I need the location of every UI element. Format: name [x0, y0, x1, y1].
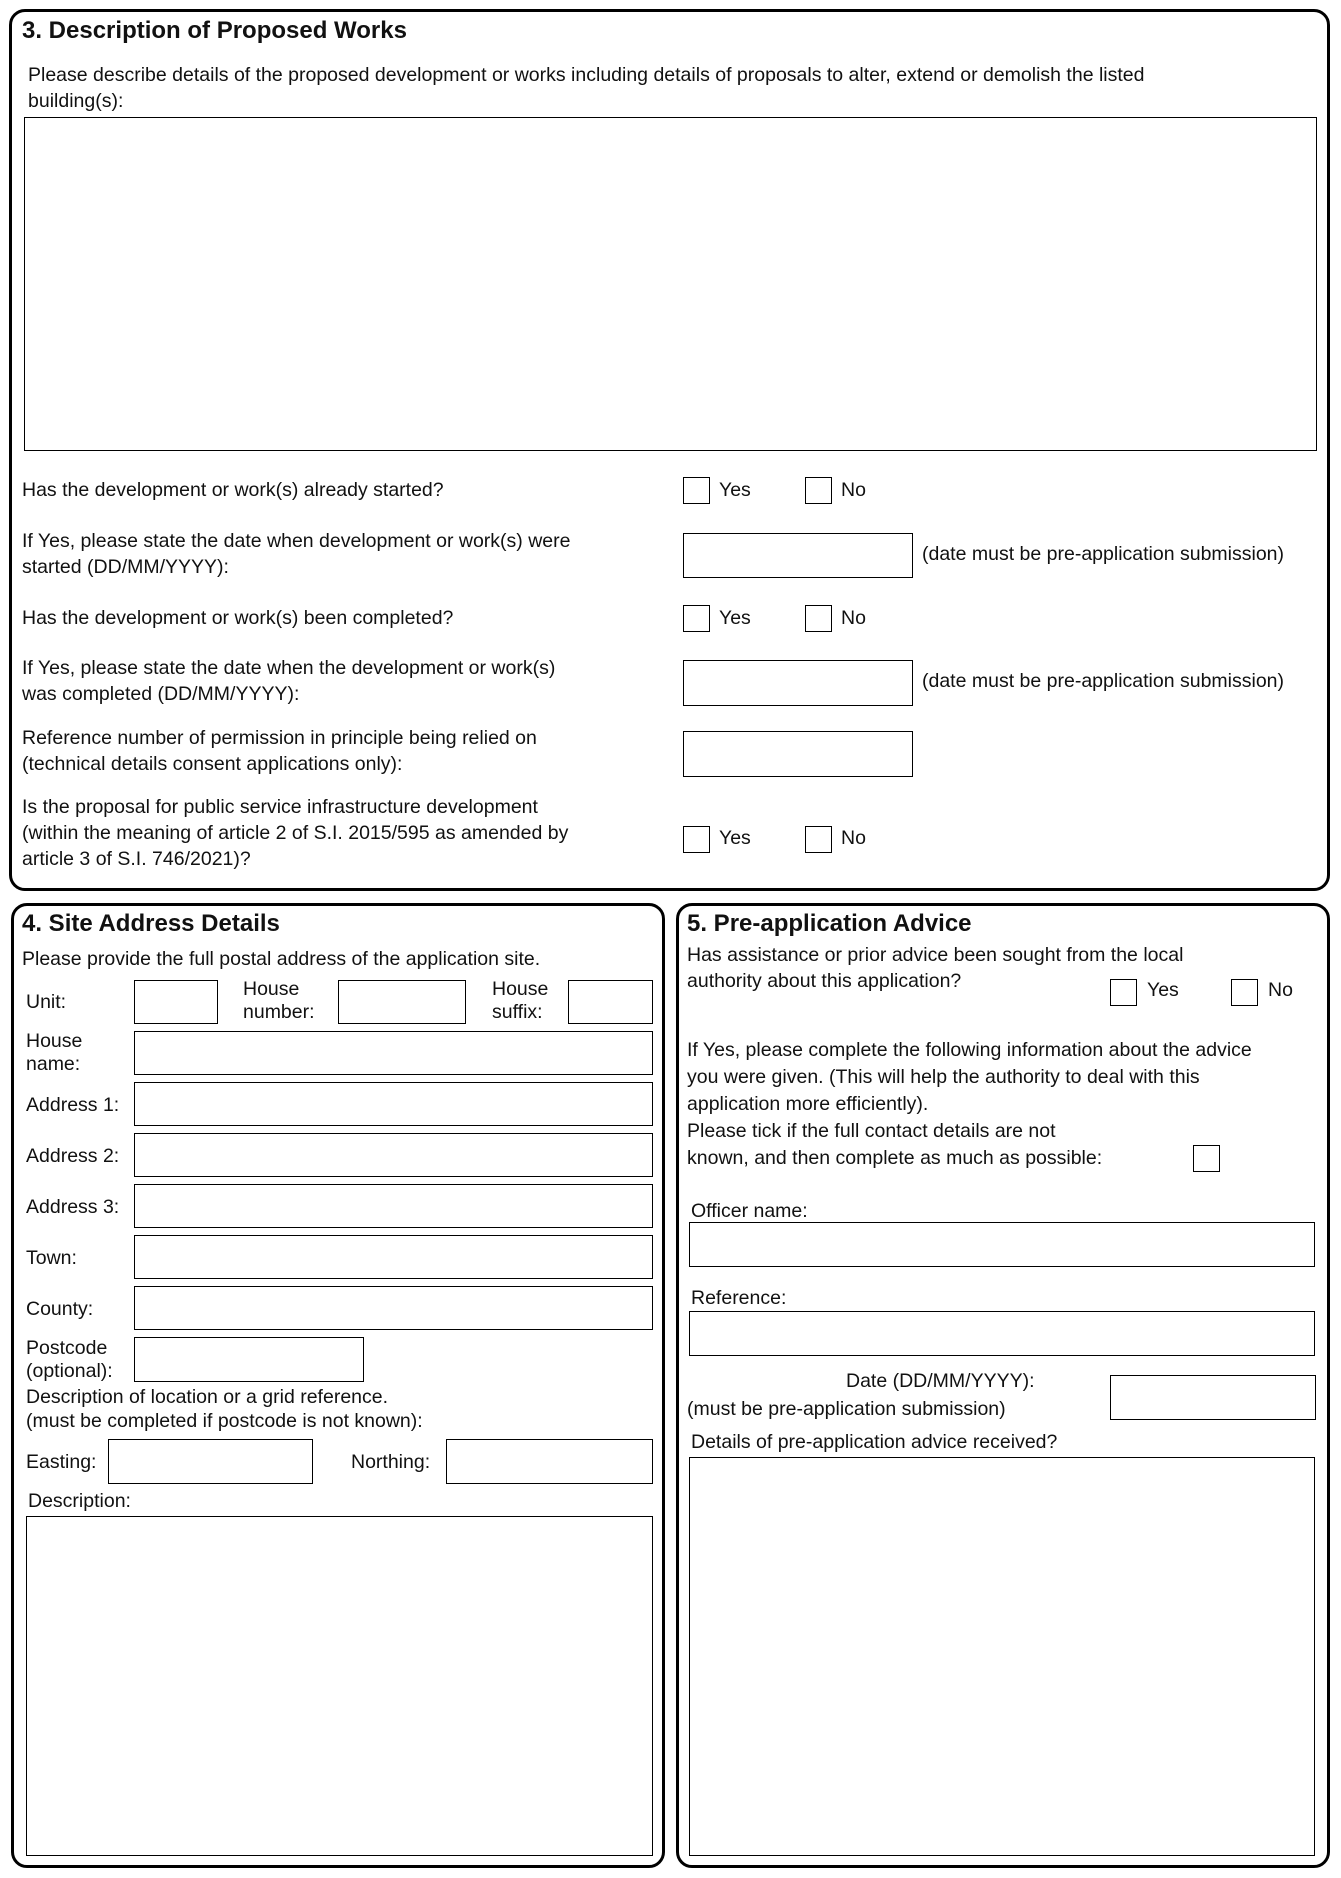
address1-input[interactable] — [134, 1082, 653, 1126]
northing-label: Northing: — [351, 1451, 431, 1473]
address3-label: Address 3: — [26, 1196, 120, 1218]
started-no-checkbox[interactable] — [805, 477, 832, 504]
section-3-intro: Please describe details of the proposed development or works including details of proposals to alter, extend or demolish the listed building(s): — [28, 64, 1145, 112]
public-infrastructure-question: Is the proposal for public service infrastructure development (within the meaning of article 2 of S.I. 2015/595 as amended by article 3 of S.I. 746/2021)? — [22, 796, 569, 870]
advice-no-label: No — [1268, 979, 1293, 1001]
advice-details-label: Details of pre-application advice received? — [691, 1431, 1058, 1453]
northing-input[interactable] — [446, 1439, 653, 1484]
public-no-label: No — [841, 827, 866, 849]
permission-reference-label: Reference number of permission in principle being relied on (technical details consent applications only): — [22, 727, 537, 775]
permission-reference-input[interactable] — [683, 731, 913, 777]
advice-date-note: (must be pre-application submission) — [687, 1398, 1006, 1420]
started-yes-checkbox[interactable] — [683, 477, 710, 504]
section-4-intro: Please provide the full postal address of the application site. — [22, 948, 541, 970]
easting-input[interactable] — [108, 1439, 313, 1484]
reference-label: Reference: — [691, 1287, 787, 1309]
started-no-label: No — [841, 479, 866, 501]
house-number-label: House number: — [243, 978, 315, 1023]
town-input[interactable] — [134, 1235, 653, 1279]
public-no-checkbox[interactable] — [805, 826, 832, 853]
completed-no-checkbox[interactable] — [805, 605, 832, 632]
tick-contact-text: Please tick if the full contact details are not known, and then complete as much as possible: — [687, 1120, 1103, 1169]
town-label: Town: — [26, 1247, 77, 1269]
public-yes-checkbox[interactable] — [683, 826, 710, 853]
address2-input[interactable] — [134, 1133, 653, 1177]
county-input[interactable] — [134, 1286, 653, 1330]
house-number-input[interactable] — [338, 980, 466, 1024]
section-5-title: 5. Pre-application Advice — [687, 910, 972, 937]
postcode-input[interactable] — [134, 1337, 364, 1382]
advice-date-input[interactable] — [1110, 1375, 1316, 1420]
completed-yes-checkbox[interactable] — [683, 605, 710, 632]
postcode-label: Postcode (optional): — [26, 1337, 113, 1382]
section-3-title: 3. Description of Proposed Works — [22, 17, 407, 44]
house-suffix-label: House suffix: — [492, 978, 549, 1023]
house-name-input[interactable] — [134, 1031, 653, 1075]
started-date-input[interactable] — [683, 533, 913, 578]
address1-label: Address 1: — [26, 1094, 120, 1116]
completed-no-label: No — [841, 607, 866, 629]
advice-yes-checkbox[interactable] — [1110, 979, 1137, 1006]
advice-yes-label: Yes — [1147, 979, 1179, 1001]
address3-input[interactable] — [134, 1184, 653, 1228]
site-description-textarea[interactable] — [26, 1516, 653, 1856]
completed-date-note: (date must be pre-application submission) — [922, 670, 1285, 692]
advice-date-label: Date (DD/MM/YYYY): — [846, 1370, 1035, 1392]
completed-yes-label: Yes — [719, 607, 751, 629]
reference-input[interactable] — [689, 1311, 1315, 1356]
advice-details-textarea[interactable] — [689, 1457, 1315, 1856]
officer-name-input[interactable] — [689, 1222, 1315, 1267]
contact-unknown-checkbox[interactable] — [1193, 1145, 1220, 1172]
completed-question: Has the development or work(s) been completed? — [22, 607, 454, 629]
easting-label: Easting: — [26, 1451, 97, 1473]
address2-label: Address 2: — [26, 1145, 120, 1167]
public-yes-label: Yes — [719, 827, 751, 849]
started-question: Has the development or work(s) already started? — [22, 479, 444, 501]
completed-date-input[interactable] — [683, 660, 913, 706]
description-label: Description: — [28, 1490, 131, 1512]
officer-name-label: Officer name: — [691, 1200, 808, 1222]
section-4-title: 4. Site Address Details — [22, 910, 280, 937]
advice-no-checkbox[interactable] — [1231, 979, 1258, 1006]
location-description-label: Description of location or a grid reference. (must be completed if postcode is not known): — [26, 1386, 423, 1432]
started-date-label: If Yes, please state the date when development or work(s) were started (DD/MM/YYYY): — [22, 530, 571, 578]
proposed-works-description[interactable] — [24, 117, 1317, 451]
unit-label: Unit: — [26, 991, 67, 1013]
started-yes-label: Yes — [719, 479, 751, 501]
advice-question: Has assistance or prior advice been sought from the local authority about this application? — [687, 944, 1184, 992]
advice-info-text: If Yes, please complete the following information about the advice you were given. (This will help the authority to deal with this application more efficiently). — [687, 1039, 1252, 1115]
county-label: County: — [26, 1298, 94, 1320]
house-suffix-input[interactable] — [568, 980, 653, 1024]
unit-input[interactable] — [134, 980, 218, 1024]
house-name-label: House name: — [26, 1030, 83, 1075]
started-date-note: (date must be pre-application submission) — [922, 543, 1285, 565]
completed-date-label: If Yes, please state the date when the development or work(s) was completed (DD/MM/YYYY): — [22, 657, 556, 705]
